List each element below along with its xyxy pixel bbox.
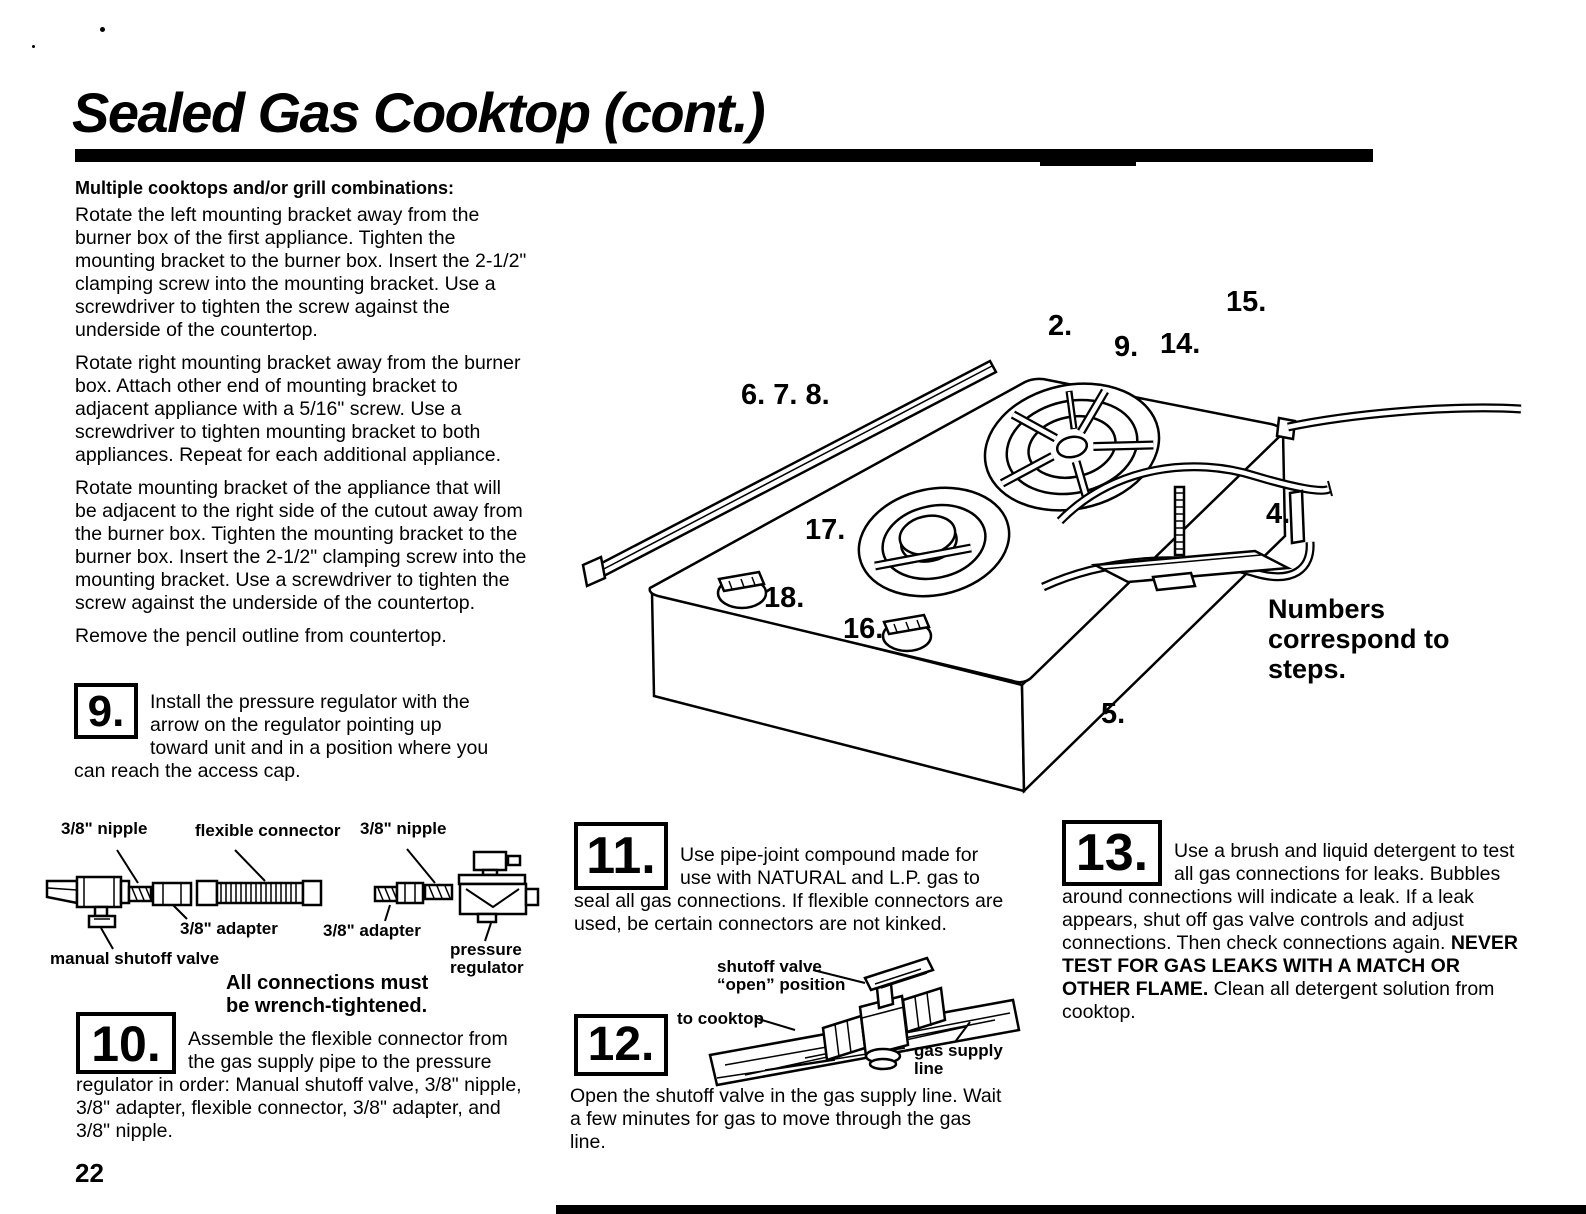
adapter-nut: [153, 883, 191, 905]
nipple: [425, 885, 452, 899]
callout-5: 5.: [1101, 698, 1126, 730]
gas-supply-pipe: [1277, 408, 1521, 439]
step-number: 13.: [1075, 824, 1149, 882]
label-flexible-connector: flexible connector: [195, 821, 341, 840]
callout-4: 4.: [1266, 498, 1291, 530]
scan-speck: [100, 27, 105, 32]
step-10-number-box: [76, 1012, 176, 1074]
step-12-number-box: [574, 1014, 668, 1076]
manual-shutoff-valve: [77, 877, 129, 927]
paragraph: Rotate right mounting bracket away from the burner box. Attach other end of mounting bracket to adjacent appliance with a 5/16" screw. Use a screwdriver to tighten mounting bracket to both appliances. Repeat for each additional appliance.: [75, 352, 521, 466]
step-13-text-normal: Use a brush and liquid detergent to test all gas connections for leaks. Bubbles around connections will indicate a leak. If a leak appears, shut off gas valve controls and adjust connections. Then check connections again.: [1062, 840, 1515, 954]
clamping-screw: [1175, 487, 1184, 555]
step-11-number-box: [574, 822, 668, 890]
step-9: [74, 683, 504, 783]
note-line: be wrench-tightened.: [226, 995, 428, 1017]
pressure-regulator: [459, 852, 538, 922]
callout-18: 18.: [764, 582, 805, 614]
title-rule-step: [1040, 162, 1136, 166]
burner-pin: [1069, 391, 1074, 429]
label-adapter-left: 3/8" adapter: [180, 919, 278, 938]
label-manual-shutoff-valve: manual shutoff valve: [50, 949, 220, 968]
page-number: 22: [75, 1158, 104, 1188]
step-13: [1062, 820, 1522, 1024]
page-bottom-rule: [556, 1205, 1586, 1214]
control-knob: [718, 572, 766, 608]
paragraph: Rotate the left mounting bracket away from the burner box of the first appliance. Tighten the mounting bracket to the burner box. Insert the 2-1/2" clamping screw into the mounting bracket. Use a screwdriver to tighten the screw against the underside of the countertop.: [75, 204, 527, 341]
step-number: 12.: [587, 1018, 655, 1071]
label-nipple-right: 3/8" nipple: [360, 819, 447, 838]
step-10-text: Assemble the flexible connector from the gas supply pipe to the pressure regulator in order: Manual shutoff valve, 3/8" nipple, 3/8" adapter, flexible connector, 3/8" adapter, and 3/8" nipple.: [76, 1028, 522, 1142]
label-nipple-left: 3/8" nipple: [61, 819, 148, 838]
callout-9: 9.: [1114, 331, 1139, 363]
callout-15: 15.: [1226, 286, 1267, 318]
label-shutoff-valve: [717, 958, 845, 994]
paragraph: Remove the pencil outline from countertop.: [75, 625, 447, 647]
numbers-note: Numbers correspond to steps.: [1268, 594, 1450, 684]
step-9-text: Install the pressure regulator with the arrow on the regulator pointing up toward unit and in a position where you can reach the access cap.: [74, 691, 489, 782]
step-number: 9.: [87, 687, 125, 736]
label-line: line: [914, 1059, 944, 1078]
paragraph: Rotate mounting bracket of the appliance that will be adjacent to the right side of the cutout away from the burner box. Tighten the mounting bracket to the burner box. Insert the 2-1/2" clamping screw into the mounting bracket. Use a screwdriver to tighten the screw against the underside of the countertop.: [75, 477, 527, 614]
step-13-text-normal: Clean all detergent solution from cooktop.: [1062, 978, 1495, 1023]
title-rule: [75, 149, 1373, 162]
step-11-text: Use pipe-joint compound made for use with NATURAL and L.P. gas to seal all gas connections. If flexible connectors are used, be certain connectors are not kinked.: [574, 844, 1004, 935]
step-13-warning: NEVER TEST FOR GAS LEAKS WITH A MATCH OR OTHER FLAME.: [1062, 932, 1518, 1000]
callout-14: 14.: [1160, 328, 1201, 360]
page-title: Sealed Gas Cooktop (cont.): [72, 81, 765, 144]
supply-pipe-stub: [47, 881, 77, 903]
instructions-column: [75, 204, 527, 658]
callout-2: 2.: [1048, 310, 1073, 342]
label-line: shutoff valve: [717, 957, 822, 976]
step-12-text: Open the shutoff valve in the gas supply line. Wait a few minutes for gas to move through the gas line.: [570, 1085, 1002, 1153]
adapter-nut: [375, 883, 423, 903]
label-gas-supply-line: [914, 1042, 1003, 1078]
step-10: [76, 1012, 528, 1143]
step-number: 10.: [91, 1016, 161, 1072]
label-to-cooktop: to cooktop: [677, 1009, 764, 1028]
label-adapter-right: 3/8" adapter: [323, 921, 421, 940]
label-line: pressure: [450, 940, 522, 959]
label-pressure-regulator: [450, 941, 524, 977]
label-line: gas supply: [914, 1041, 1003, 1060]
scan-speck: [32, 45, 35, 48]
label-line: regulator: [450, 958, 524, 977]
flexible-connector-tube: [197, 881, 321, 905]
step-13-number-box: [1062, 820, 1162, 886]
control-knob: [883, 615, 931, 651]
section-heading: Multiple cooktops and/or grill combinations:: [75, 178, 455, 198]
callout-17: 17.: [805, 514, 846, 546]
label-line: “open” position: [717, 975, 846, 994]
callout-6-7-8: 6. 7. 8.: [741, 379, 830, 411]
step-11: [574, 822, 1006, 936]
nipple: [129, 887, 151, 901]
callout-16: 16.: [843, 613, 884, 645]
step-9-number-box: [74, 683, 138, 739]
note-line: All connections must: [226, 972, 429, 994]
step-number: 11.: [586, 827, 656, 885]
